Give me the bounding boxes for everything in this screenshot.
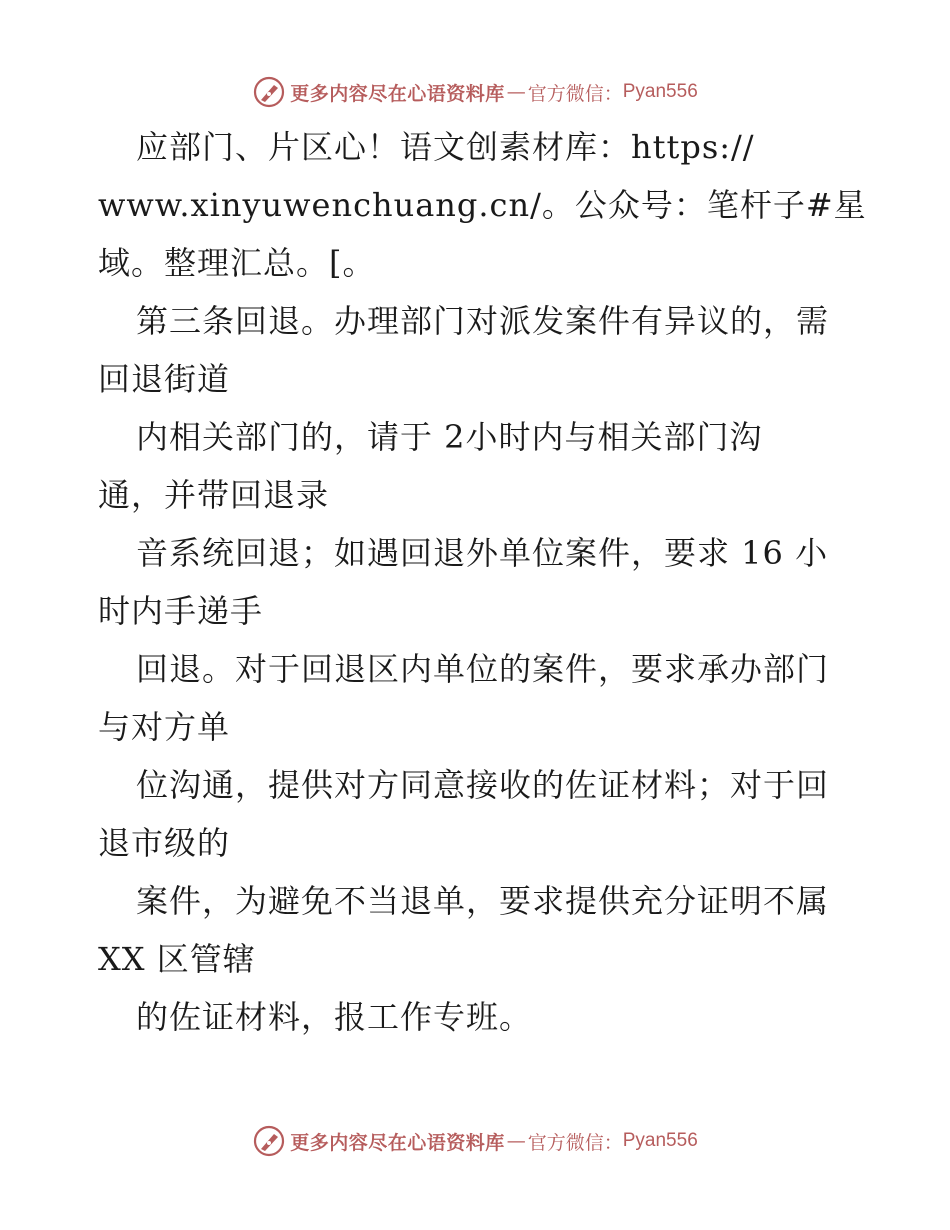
body-line: 应部门、片区心！语文创素材库：https:// bbox=[136, 128, 755, 166]
body-line: 第三条回退。办理部门对派发案件有异议的，需 bbox=[136, 302, 830, 340]
body-line: XX 区管辖 bbox=[98, 940, 256, 978]
body-line: 的佐证材料，报工作专班。 bbox=[136, 998, 533, 1036]
body-line: 时内手递手 bbox=[98, 592, 264, 630]
body-line: 内相关部门的，请于 2小时内与相关部门沟 bbox=[136, 418, 763, 456]
body-line: 域。整理汇总。[。 bbox=[98, 244, 376, 282]
body-line: 通，并带回退录 bbox=[98, 476, 330, 514]
footer-banner bbox=[0, 1121, 950, 1161]
header-wechat-label: 官方微信： bbox=[527, 82, 623, 105]
header-dash: — bbox=[506, 81, 526, 103]
header-site-name: 更多内容尽在心语资料库 bbox=[290, 82, 505, 105]
footer-wechat-label: 官方微信： bbox=[527, 1131, 623, 1154]
body-line: 位沟通，提供对方同意接收的佐证材料；对于回 bbox=[136, 766, 830, 804]
pen-nib-circle-icon bbox=[252, 1124, 286, 1158]
header-wechat-id: Pyan556 bbox=[622, 81, 698, 102]
document-body bbox=[98, 118, 867, 1046]
pen-nib-circle-icon bbox=[252, 75, 286, 109]
body-line: 回退街道 bbox=[98, 360, 231, 398]
body-line: 退市级的 bbox=[98, 824, 231, 862]
body-line: www.xinyuwenchuang.cn/。公众号：笔杆子#星 bbox=[98, 186, 867, 224]
footer-wechat-id: Pyan556 bbox=[622, 1130, 698, 1151]
body-line: 案件，为避免不当退单，要求提供充分证明不属 bbox=[136, 882, 830, 920]
body-line: 与对方单 bbox=[98, 708, 231, 746]
footer-site-name: 更多内容尽在心语资料库 bbox=[290, 1131, 505, 1154]
body-line: 回退。对于回退区内单位的案件，要求承办部门 bbox=[136, 650, 830, 688]
footer-dash: — bbox=[506, 1130, 526, 1152]
body-line: 音系统回退；如遇回退外单位案件，要求 16 小 bbox=[136, 534, 829, 572]
header-banner bbox=[0, 72, 950, 112]
